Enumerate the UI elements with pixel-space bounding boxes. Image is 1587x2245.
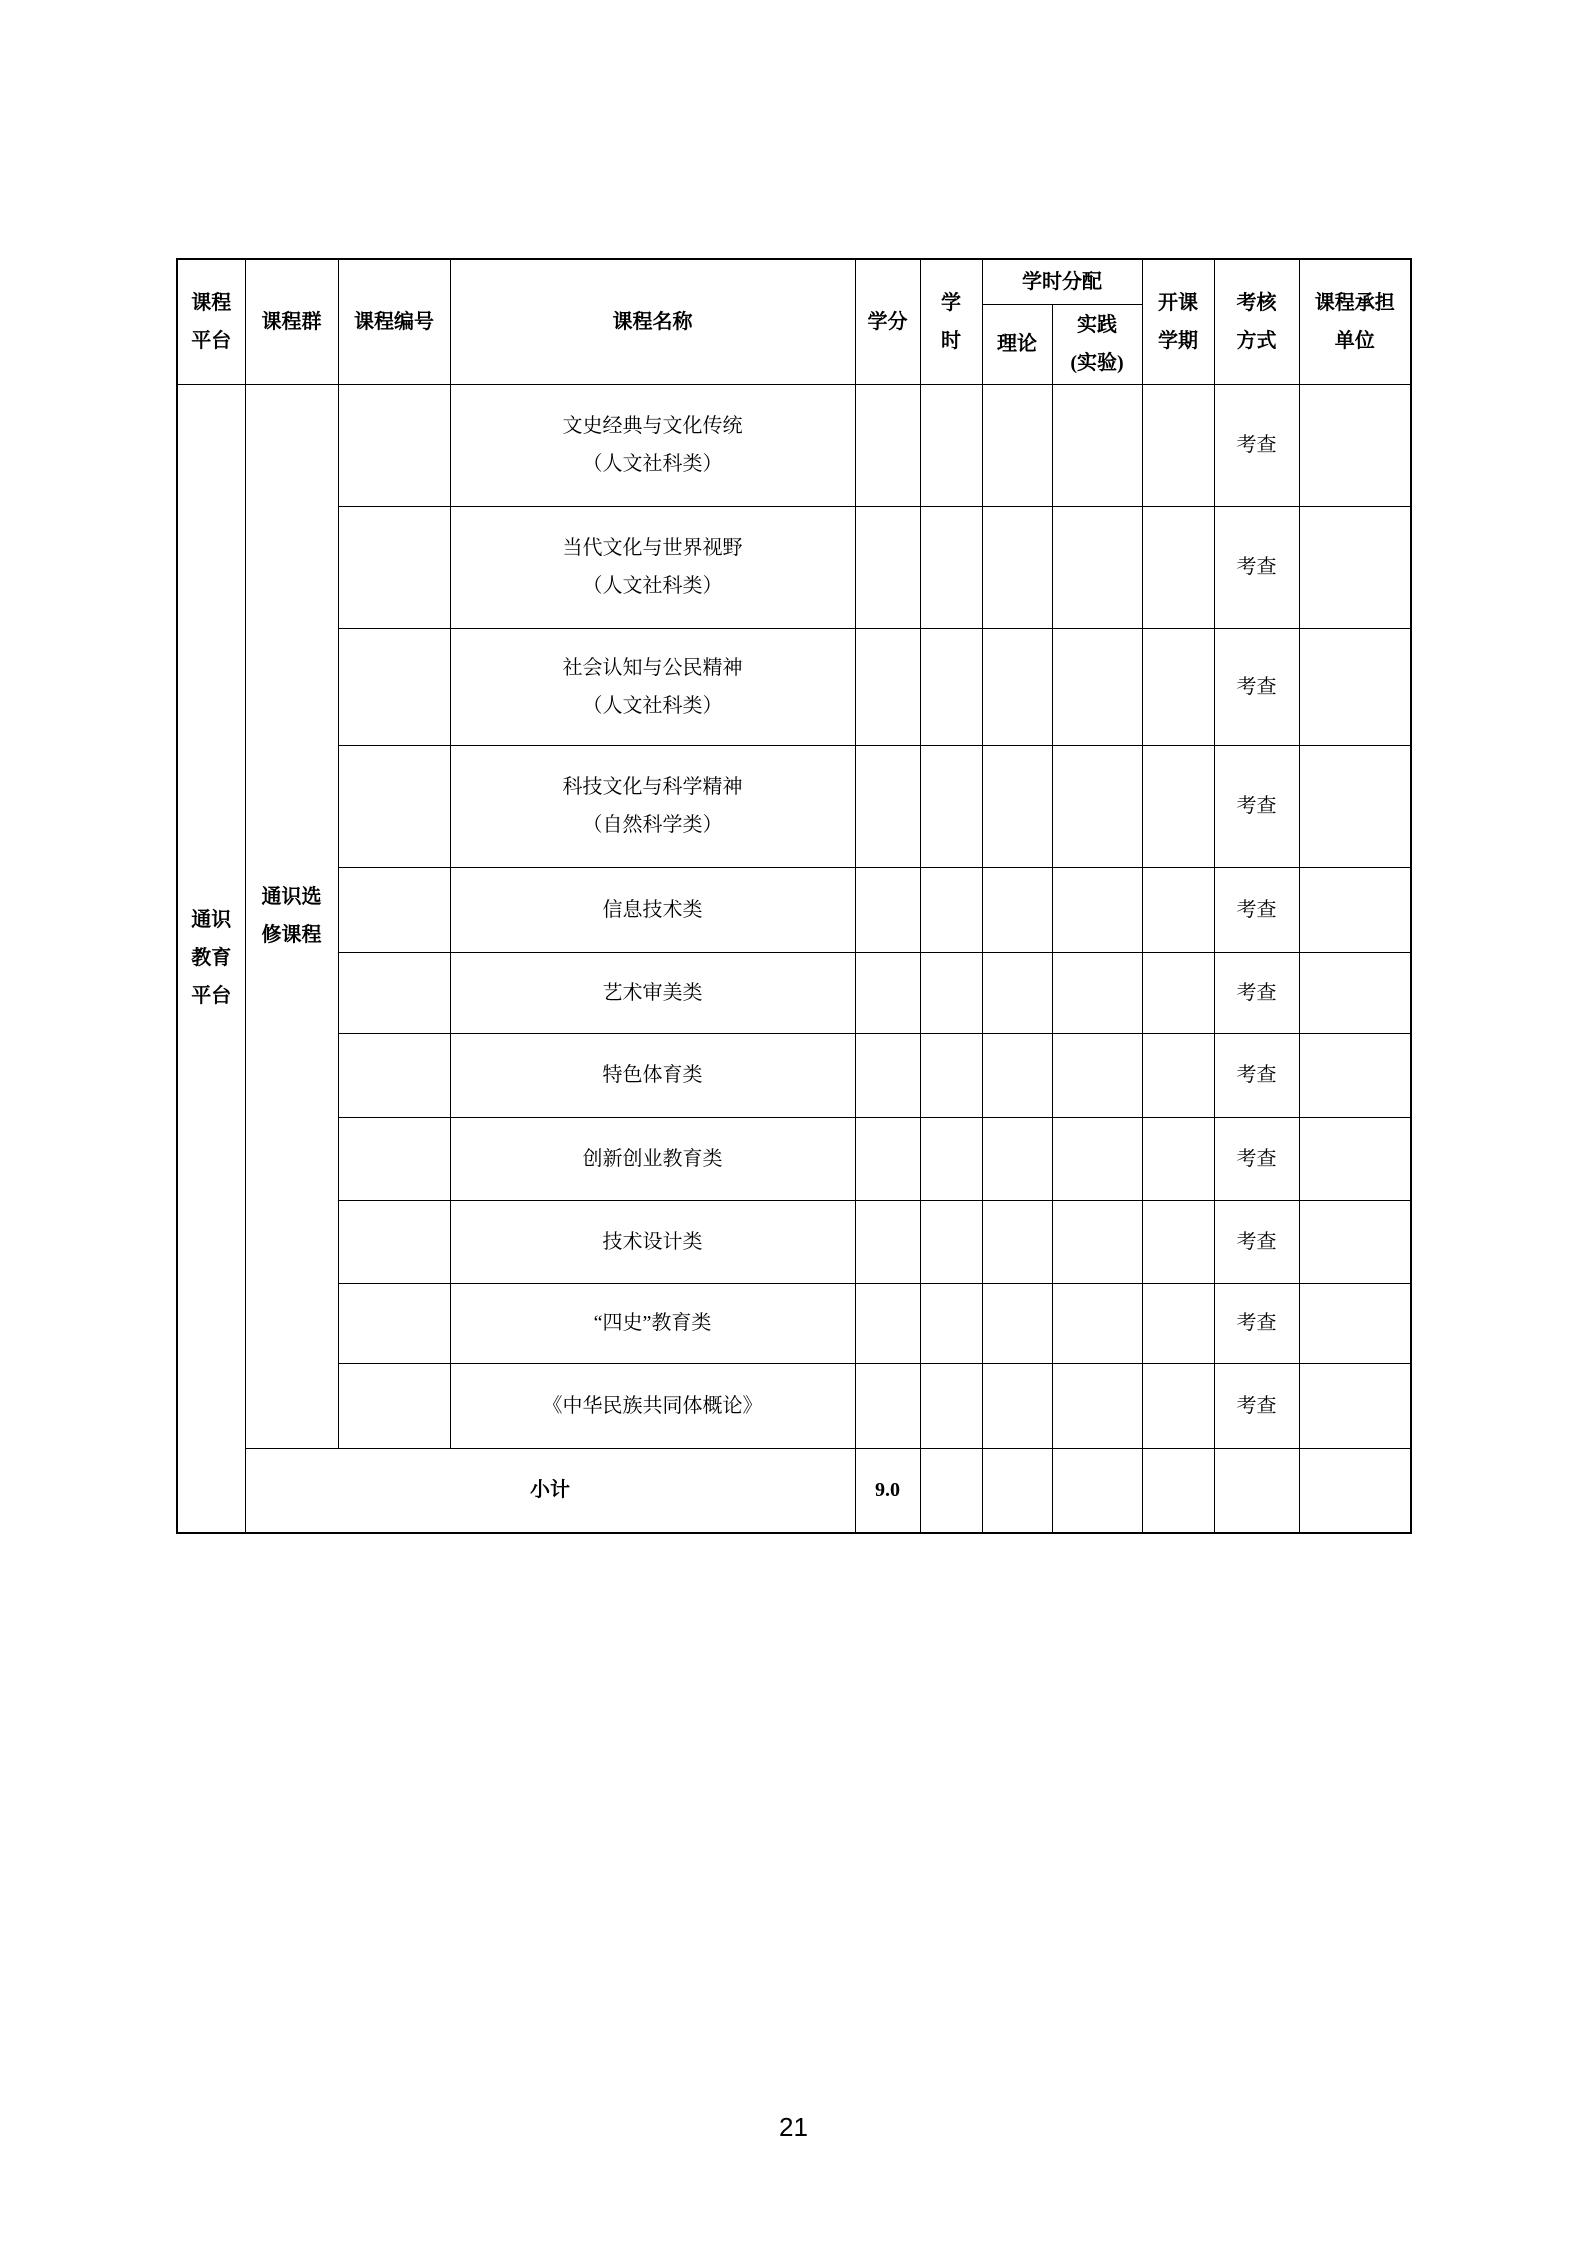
- cell-course-code: [338, 952, 450, 1033]
- cell-unit: [1299, 384, 1411, 506]
- header-practice-hours: 实践 (实验): [1052, 304, 1142, 384]
- cell-practice-hours: [1052, 745, 1142, 867]
- cell-practice-hours: [1052, 1200, 1142, 1283]
- cell-assessment: [1214, 1448, 1299, 1533]
- cell-credits: [855, 952, 920, 1033]
- cell-unit: [1299, 1117, 1411, 1200]
- cell-semester: [1142, 1448, 1214, 1533]
- cell-semester: [1142, 952, 1214, 1033]
- cell-practice-hours: [1052, 1117, 1142, 1200]
- cell-course-name: 技术设计类: [450, 1200, 855, 1283]
- table-row: [177, 1363, 1411, 1448]
- cell-semester: [1142, 384, 1214, 506]
- cell-credits: [855, 506, 920, 628]
- cell-practice-hours: [1052, 1363, 1142, 1448]
- cell-credits: [855, 867, 920, 952]
- header-semester: 开课 学期: [1142, 259, 1214, 384]
- cell-course-code: [338, 1363, 450, 1448]
- cell-course-name: “四史”教育类: [450, 1283, 855, 1363]
- cell-semester: [1142, 1283, 1214, 1363]
- platform-cell: 通识 教育 平台: [177, 384, 245, 1533]
- table-row: [177, 1033, 1411, 1117]
- cell-assessment: 考查: [1214, 745, 1299, 867]
- subtotal-credits-cell: 9.0: [855, 1448, 920, 1533]
- cell-unit: [1299, 1448, 1411, 1533]
- header-course-platform: 课程 平台: [177, 259, 245, 384]
- cell-assessment: 考查: [1214, 952, 1299, 1033]
- cell-course-name: 艺术审美类: [450, 952, 855, 1033]
- cell-semester: [1142, 1200, 1214, 1283]
- cell-hours: [920, 1033, 982, 1117]
- cell-course-code: [338, 506, 450, 628]
- cell-hours: [920, 952, 982, 1033]
- header-course-code: 课程编号: [338, 259, 450, 384]
- cell-semester: [1142, 1117, 1214, 1200]
- cell-unit: [1299, 1283, 1411, 1363]
- cell-theory-hours: [982, 506, 1052, 628]
- cell-course-code: [338, 1283, 450, 1363]
- cell-hours: [920, 384, 982, 506]
- subtotal-row: [177, 1448, 1411, 1533]
- cell-course-code: [338, 628, 450, 745]
- cell-course-name: 文史经典与文化传统 （人文社科类）: [450, 384, 855, 506]
- cell-semester: [1142, 867, 1214, 952]
- cell-theory-hours: [982, 1448, 1052, 1533]
- cell-course-name: 特色体育类: [450, 1033, 855, 1117]
- table-row: [177, 384, 1411, 506]
- table-row: [177, 1283, 1411, 1363]
- cell-hours: [920, 506, 982, 628]
- cell-practice-hours: [1052, 506, 1142, 628]
- cell-credits: [855, 1200, 920, 1283]
- cell-theory-hours: [982, 1033, 1052, 1117]
- cell-course-code: [338, 1117, 450, 1200]
- cell-assessment: 考查: [1214, 1033, 1299, 1117]
- header-unit: 课程承担 单位: [1299, 259, 1411, 384]
- cell-unit: [1299, 506, 1411, 628]
- cell-unit: [1299, 952, 1411, 1033]
- cell-semester: [1142, 506, 1214, 628]
- cell-practice-hours: [1052, 628, 1142, 745]
- table-row: [177, 952, 1411, 1033]
- table-row: [177, 506, 1411, 628]
- cell-hours: [920, 1200, 982, 1283]
- cell-course-code: [338, 1033, 450, 1117]
- cell-unit: [1299, 1033, 1411, 1117]
- header-course-group: 课程群: [245, 259, 338, 384]
- cell-hours: [920, 1117, 982, 1200]
- cell-assessment: 考查: [1214, 1363, 1299, 1448]
- header-assessment: 考核 方式: [1214, 259, 1299, 384]
- cell-course-name: 信息技术类: [450, 867, 855, 952]
- cell-course-code: [338, 1200, 450, 1283]
- cell-course-name: 社会认知与公民精神 （人文社科类）: [450, 628, 855, 745]
- cell-semester: [1142, 1033, 1214, 1117]
- cell-theory-hours: [982, 745, 1052, 867]
- header-course-name: 课程名称: [450, 259, 855, 384]
- cell-course-name: 创新创业教育类: [450, 1117, 855, 1200]
- cell-course-name: 科技文化与科学精神 （自然科学类）: [450, 745, 855, 867]
- cell-credits: [855, 628, 920, 745]
- table-row: [177, 1117, 1411, 1200]
- cell-practice-hours: [1052, 867, 1142, 952]
- cell-unit: [1299, 867, 1411, 952]
- curriculum-table: [176, 258, 1412, 1534]
- table-row: [177, 745, 1411, 867]
- cell-course-code: [338, 384, 450, 506]
- subtotal-label-cell: 小计: [245, 1448, 855, 1533]
- cell-course-code: [338, 867, 450, 952]
- cell-assessment: 考查: [1214, 384, 1299, 506]
- cell-semester: [1142, 1363, 1214, 1448]
- cell-theory-hours: [982, 384, 1052, 506]
- cell-assessment: 考查: [1214, 1283, 1299, 1363]
- cell-practice-hours: [1052, 1033, 1142, 1117]
- cell-unit: [1299, 1363, 1411, 1448]
- cell-theory-hours: [982, 1283, 1052, 1363]
- cell-hours: [920, 1283, 982, 1363]
- cell-practice-hours: [1052, 1448, 1142, 1533]
- cell-unit: [1299, 628, 1411, 745]
- cell-semester: [1142, 628, 1214, 745]
- cell-course-name: 《中华民族共同体概论》: [450, 1363, 855, 1448]
- cell-theory-hours: [982, 952, 1052, 1033]
- header-hours: 学 时: [920, 259, 982, 384]
- cell-practice-hours: [1052, 1283, 1142, 1363]
- cell-hours: [920, 1448, 982, 1533]
- cell-course-code: [338, 745, 450, 867]
- cell-theory-hours: [982, 867, 1052, 952]
- group-cell: 通识选 修课程: [245, 384, 338, 1448]
- cell-assessment: 考查: [1214, 867, 1299, 952]
- cell-credits: [855, 384, 920, 506]
- cell-credits: [855, 1117, 920, 1200]
- cell-hours: [920, 745, 982, 867]
- cell-theory-hours: [982, 628, 1052, 745]
- cell-theory-hours: [982, 1200, 1052, 1283]
- cell-assessment: 考查: [1214, 1200, 1299, 1283]
- cell-hours: [920, 867, 982, 952]
- header-hours-allocation: 学时分配: [982, 259, 1142, 304]
- cell-hours: [920, 1363, 982, 1448]
- table-row: [177, 628, 1411, 745]
- cell-hours: [920, 628, 982, 745]
- cell-unit: [1299, 1200, 1411, 1283]
- cell-credits: [855, 1363, 920, 1448]
- cell-practice-hours: [1052, 384, 1142, 506]
- table-row: [177, 867, 1411, 952]
- cell-theory-hours: [982, 1363, 1052, 1448]
- cell-course-name: 当代文化与世界视野 （人文社科类）: [450, 506, 855, 628]
- table-row: [177, 1200, 1411, 1283]
- page-number: 21: [779, 2112, 808, 2142]
- cell-credits: [855, 1033, 920, 1117]
- cell-assessment: 考查: [1214, 628, 1299, 745]
- header-row-top: [177, 259, 1411, 304]
- cell-theory-hours: [982, 1117, 1052, 1200]
- header-credits: 学分: [855, 259, 920, 384]
- cell-unit: [1299, 745, 1411, 867]
- cell-assessment: 考查: [1214, 506, 1299, 628]
- cell-credits: [855, 1283, 920, 1363]
- cell-credits: [855, 745, 920, 867]
- cell-semester: [1142, 745, 1214, 867]
- cell-assessment: 考查: [1214, 1117, 1299, 1200]
- cell-practice-hours: [1052, 952, 1142, 1033]
- header-theory-hours: 理论: [982, 304, 1052, 384]
